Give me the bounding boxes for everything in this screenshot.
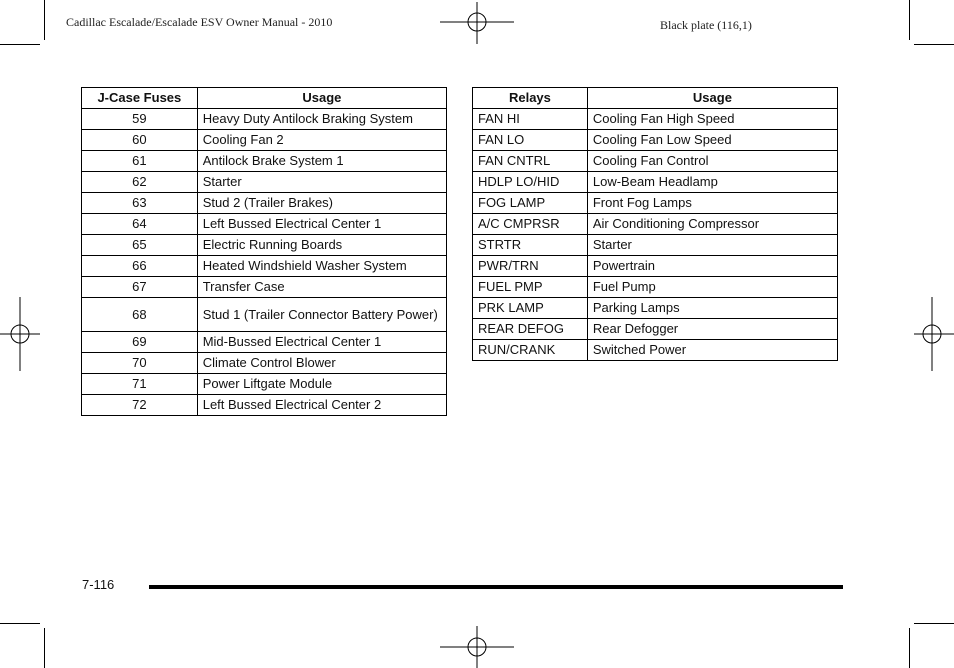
table-row — [82, 374, 447, 395]
relay-usage: Parking Lamps — [587, 298, 837, 319]
table-row — [473, 151, 838, 172]
fuse-usage: Power Liftgate Module — [197, 374, 446, 395]
table-header-row — [473, 88, 838, 109]
fuse-number: 64 — [82, 214, 198, 235]
fuse-usage: Antilock Brake System 1 — [197, 151, 446, 172]
fuse-number: 68 — [82, 298, 198, 332]
table-row — [473, 214, 838, 235]
table-row — [473, 298, 838, 319]
table-row — [473, 109, 838, 130]
column-header-fuse: J-Case Fuses — [82, 88, 198, 109]
crop-mark-bottom-right-h — [914, 623, 954, 624]
table-row — [82, 395, 447, 416]
crop-mark-top-right-h — [914, 44, 954, 45]
table-row — [82, 214, 447, 235]
fuse-usage: Stud 1 (Trailer Connector Battery Power) — [197, 298, 446, 332]
relay-usage: Switched Power — [587, 340, 837, 361]
table-row — [473, 172, 838, 193]
fuse-usage: Transfer Case — [197, 277, 446, 298]
table-row — [473, 277, 838, 298]
table-row — [473, 256, 838, 277]
relay-name: STRTR — [473, 235, 588, 256]
fuse-usage: Mid-Bussed Electrical Center 1 — [197, 332, 446, 353]
table-row — [82, 172, 447, 193]
crop-mark-top-left-v — [44, 0, 45, 40]
relay-usage: Fuel Pump — [587, 277, 837, 298]
relay-name: FAN LO — [473, 130, 588, 151]
fuse-number: 70 — [82, 353, 198, 374]
fuse-usage: Electric Running Boards — [197, 235, 446, 256]
relay-usage: Starter — [587, 235, 837, 256]
fuse-usage: Left Bussed Electrical Center 2 — [197, 395, 446, 416]
fuse-usage: Heated Windshield Washer System — [197, 256, 446, 277]
table-row — [473, 130, 838, 151]
fuse-number: 72 — [82, 395, 198, 416]
table-row — [82, 109, 447, 130]
crop-mark-bottom-left-h — [0, 623, 40, 624]
fuse-number: 61 — [82, 151, 198, 172]
table-row — [82, 151, 447, 172]
registration-mark-right — [914, 297, 954, 371]
relay-usage: Cooling Fan High Speed — [587, 109, 837, 130]
table-row — [82, 353, 447, 374]
table-row — [473, 340, 838, 361]
registration-mark-top — [440, 2, 514, 44]
relay-usage: Rear Defogger — [587, 319, 837, 340]
document-title: Cadillac Escalade/Escalade ESV Owner Manual - 2010 — [66, 15, 333, 29]
column-header-relay: Relays — [473, 88, 588, 109]
table-header-row — [82, 88, 447, 109]
fuse-usage: Cooling Fan 2 — [197, 130, 446, 151]
fuse-number: 63 — [82, 193, 198, 214]
relay-name: FOG LAMP — [473, 193, 588, 214]
relay-usage: Cooling Fan Low Speed — [587, 130, 837, 151]
table-row — [82, 277, 447, 298]
relay-name: REAR DEFOG — [473, 319, 588, 340]
relay-name: PWR/TRN — [473, 256, 588, 277]
fuse-number: 59 — [82, 109, 198, 130]
crop-mark-bottom-left-v — [44, 628, 45, 668]
relay-name: A/C CMPRSR — [473, 214, 588, 235]
table-row — [473, 235, 838, 256]
fuse-number: 60 — [82, 130, 198, 151]
relay-usage: Low-Beam Headlamp — [587, 172, 837, 193]
table-row — [82, 332, 447, 353]
fuse-table — [81, 87, 447, 416]
crop-mark-bottom-right-v — [909, 628, 910, 668]
table-row — [473, 319, 838, 340]
fuse-number: 69 — [82, 332, 198, 353]
crop-mark-top-right-v — [909, 0, 910, 40]
table-row — [82, 193, 447, 214]
table-row — [82, 298, 447, 332]
relay-name: PRK LAMP — [473, 298, 588, 319]
footer-rule — [149, 585, 843, 589]
page-number: 7-116 — [82, 577, 115, 592]
registration-mark-left — [0, 297, 40, 371]
relay-usage: Cooling Fan Control — [587, 151, 837, 172]
relay-name: FAN CNTRL — [473, 151, 588, 172]
fuse-number: 62 — [82, 172, 198, 193]
column-header-usage: Usage — [587, 88, 837, 109]
fuse-number: 65 — [82, 235, 198, 256]
fuse-number: 66 — [82, 256, 198, 277]
relay-name: RUN/CRANK — [473, 340, 588, 361]
plate-label: Black plate (116,1) — [660, 18, 752, 32]
table-row — [82, 130, 447, 151]
registration-mark-bottom — [440, 626, 514, 668]
fuse-usage: Stud 2 (Trailer Brakes) — [197, 193, 446, 214]
fuse-number: 67 — [82, 277, 198, 298]
table-row — [82, 235, 447, 256]
fuse-usage: Climate Control Blower — [197, 353, 446, 374]
relay-table — [472, 87, 838, 361]
table-row — [473, 193, 838, 214]
fuse-usage: Heavy Duty Antilock Braking System — [197, 109, 446, 130]
relay-name: FAN HI — [473, 109, 588, 130]
relay-usage: Powertrain — [587, 256, 837, 277]
table-row — [82, 256, 447, 277]
fuse-number: 71 — [82, 374, 198, 395]
fuse-usage: Starter — [197, 172, 446, 193]
relay-usage: Front Fog Lamps — [587, 193, 837, 214]
relay-usage: Air Conditioning Compressor — [587, 214, 837, 235]
relay-name: HDLP LO/HID — [473, 172, 588, 193]
fuse-usage: Left Bussed Electrical Center 1 — [197, 214, 446, 235]
relay-name: FUEL PMP — [473, 277, 588, 298]
crop-mark-top-left-h — [0, 44, 40, 45]
column-header-usage: Usage — [197, 88, 446, 109]
